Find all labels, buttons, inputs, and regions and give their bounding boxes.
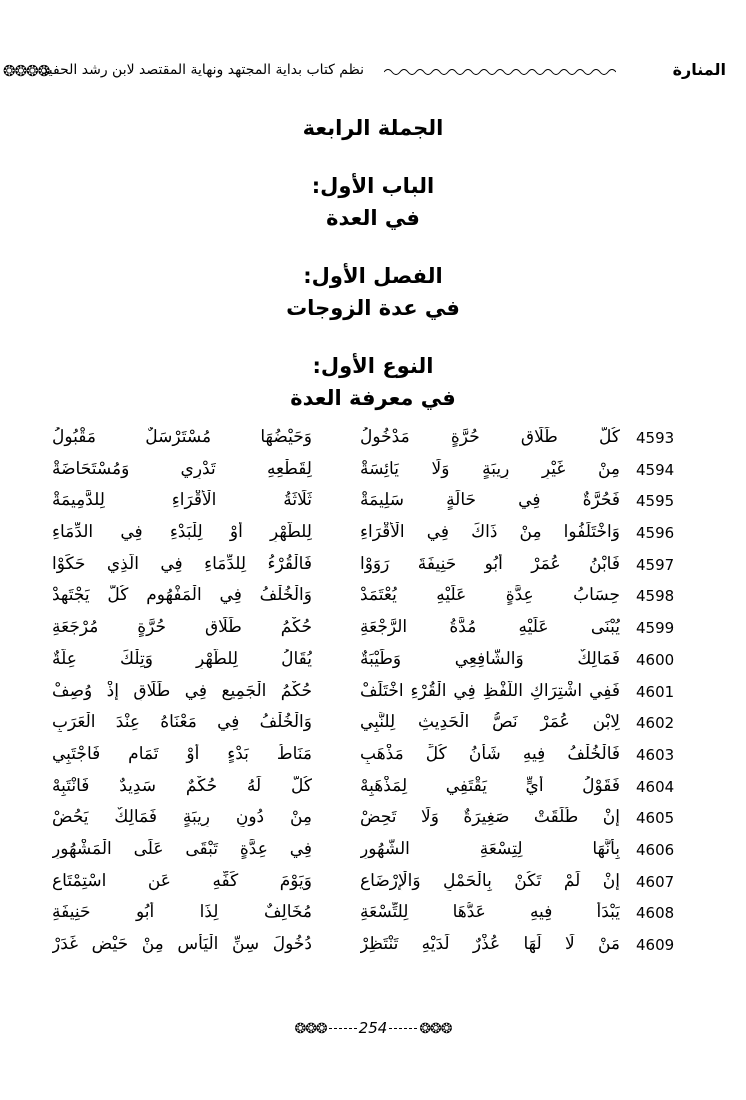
verse-row xyxy=(0,427,746,459)
chapter-label: الفصل الأول: xyxy=(303,264,443,288)
page-footer xyxy=(0,1018,746,1037)
verse-first-hemistich: يُبْنَى عَلَيْهِ مُدَّةُ الرَّجْعَةِ xyxy=(360,617,620,638)
verse-second-hemistich: وَالْخُلْفُ فِي مَعْنَاهُ عِنْدَ الْعَرَبِ xyxy=(52,712,312,733)
verse-first-hemistich: فَقَوْلُ أَيٍّ يَقْتَفِي لِمَذْهَبِهْ xyxy=(360,775,620,796)
verse-first-hemistich: مَنْ لَا لَهَا عُذْرٌ لَدَيْهِ تَنْتَظِرْ xyxy=(360,934,620,954)
verse-first-hemistich: بِأَنَّهَا لِتِسْعَةِ الشُّهُورِ xyxy=(360,838,620,859)
verse-row xyxy=(0,617,746,649)
verse-row xyxy=(0,776,746,808)
verse-number: 4602 xyxy=(636,714,675,733)
verse-row xyxy=(0,522,746,554)
verse-row xyxy=(0,807,746,839)
footer-ornament-right: ❂❂❂ xyxy=(419,1021,452,1037)
verse-second-hemistich: لِلطُّهْرِ أَوْ لِلْبَدْءِ فِي الدِّمَاءِ xyxy=(52,522,312,543)
footer-dash xyxy=(389,1028,417,1029)
verse-first-hemistich: يَبْدَأُ فِيهِ عَدُّهَا لِلتِّسْعَةِ xyxy=(360,902,620,923)
verse-row xyxy=(0,681,746,713)
chapter-title: في عدة الزوجات xyxy=(286,296,460,320)
wavy-divider xyxy=(384,64,616,80)
verse-number: 4594 xyxy=(636,460,675,479)
header-book-title: نظم كتاب بداية المجتهد ونهاية المقتصد لابن رشد الحفيد xyxy=(41,62,364,78)
verse-second-hemistich: ثَلَاثَةُ الْأَقْرَاءِ لِلدَّمِيمَةْ xyxy=(52,490,312,511)
verse-number: 4606 xyxy=(636,840,675,859)
verse-first-hemistich: فَالْخُلْفُ فِيهِ شَأْنُ كُلِّ مَذْهَبِ xyxy=(360,743,620,764)
verse-number: 4605 xyxy=(636,809,675,828)
verse-row xyxy=(0,839,746,871)
verse-number: 4595 xyxy=(636,492,675,511)
verse-first-hemistich: إِنْ لَمْ تَكُنْ بِالْحَمْلِ وَالْإِرْضَاعِ xyxy=(360,870,620,891)
verse-row xyxy=(0,490,746,522)
verse-first-hemistich: إِنْ طُلِّقَتْ صَغِيرَةٌ وَلَا تَحِضْ xyxy=(360,807,620,828)
verse-row xyxy=(0,871,746,903)
verse-first-hemistich: فَفِي اشْتِرَاكِ اللَّفْظِ فِي الْقُرْءِ اخْتَلَفْ xyxy=(360,680,620,701)
verse-second-hemistich: مِنْ دُونِ رِيبَةٍ فَمَالِكٌ يَحُضْ xyxy=(52,807,312,828)
verse-number: 4609 xyxy=(636,936,675,954)
header-ornament: ❂❂❂❂ xyxy=(3,62,50,80)
verse-first-hemistich: لِابْنِ عُمَرْ نَصُّ الْحَدِيثِ لِلنَّبِي xyxy=(360,712,620,733)
verse-second-hemistich: وَيَوْمَ كَفِّهِ عَنِ اسْتِمْتَاعِ xyxy=(52,870,312,891)
verse-second-hemistich: وَالْخُلْفُ فِي الْمَفْهُومِ كُلٌّ يَجْتَهِدْ xyxy=(52,585,312,606)
verse-number: 4607 xyxy=(636,872,675,891)
verse-row xyxy=(0,649,746,681)
verse-second-hemistich: حُكْمُ طَلَاقِ حُرَّةٍ مُرْجَعَةِ xyxy=(52,617,312,638)
verse-row xyxy=(0,744,746,776)
verse-first-hemistich: فَحُرَّةٌ فِي حَالَةٍ سَلِيمَةْ xyxy=(360,490,620,511)
verse-second-hemistich: مَنَاطُ بَدْءٍ أَوْ تَمَامٍ فَاجْتَبِي xyxy=(52,743,312,764)
verse-row xyxy=(0,934,746,966)
verse-second-hemistich: وَحَيْضُهَا مُسْتَرْسَلٌ مَقْبُولُ xyxy=(52,427,312,447)
book-label: الباب الأول: xyxy=(311,174,435,198)
verse-number: 4597 xyxy=(636,555,675,574)
verse-first-hemistich: حِسَابُ عِدَّةٍ عَلَيْهِ يُعْتَمَدْ xyxy=(360,585,620,606)
verse-second-hemistich: يُقَالُ لِلطُّهْرِ وَتِلْكَ عِلَّةٌ xyxy=(52,648,312,669)
verse-number: 4603 xyxy=(636,745,675,764)
verse-second-hemistich: دُخُولَ سِنِّ الْيَأْسِ مِنْ حَيْضٍ غَدَرْ xyxy=(52,934,312,954)
verse-number: 4608 xyxy=(636,904,675,923)
verse-second-hemistich: كُلٌّ لَهُ حُكْمٌ سَدِيدٌ فَانْتَبِهْ xyxy=(52,775,312,796)
verse-second-hemistich: مُخَالِفٌ لِذَا أَبُو حَنِيفَةِ xyxy=(52,902,312,923)
part-heading: الجملة الرابعة xyxy=(302,116,444,140)
verse-first-hemistich: مِنْ غَيْرِ رِيبَةٍ وَلَا يَائِسَةْ xyxy=(360,458,620,479)
verse-first-hemistich: فَمَالِكٌ وَالشَّافِعِي وَطَيْبَةٌ xyxy=(360,648,620,669)
footer-ornament-left: ❂❂❂ xyxy=(294,1021,327,1037)
section-headings xyxy=(0,112,746,414)
verse-number: 4593 xyxy=(636,429,675,447)
book-title: في العدة xyxy=(326,206,420,230)
verse-row xyxy=(0,554,746,586)
verse-second-hemistich: لِقَطْعِهِ تَدْرِي وَمُسْتَحَاضَةْ xyxy=(52,458,312,479)
verse-number: 4600 xyxy=(636,650,675,669)
verse-number: 4604 xyxy=(636,777,675,796)
verse-second-hemistich: فِي عِدَّةٍ تَبْقَى عَلَى الْمَشْهُورِ xyxy=(52,838,312,859)
verse-row xyxy=(0,712,746,744)
verse-first-hemistich: كُلُّ طَلَاقِ حُرَّةٍ مَدْخُولُ xyxy=(360,427,620,447)
verse-number: 4601 xyxy=(636,682,675,701)
verse-number: 4598 xyxy=(636,587,675,606)
running-header xyxy=(0,58,746,88)
type-title: في معرفة العدة xyxy=(290,386,456,410)
verse-number: 4596 xyxy=(636,524,675,543)
verse-first-hemistich: وَاخْتَلَفُوا مِنْ ذَاكَ فِي الْأَقْرَاءِ xyxy=(360,522,620,543)
verse-second-hemistich: فَالْقُرْءُ لِلدِّمَاءِ فِي الَّذِي حَكَوْا xyxy=(52,553,312,574)
page-number: 254 xyxy=(358,1019,388,1037)
type-label: النوع الأول: xyxy=(312,354,434,378)
verse-row xyxy=(0,585,746,617)
footer-dash xyxy=(329,1028,357,1029)
verse-second-hemistich: حُكْمُ الْجَمِيعِ فِي طَلَاقٍ إِذْ وُصِفْ xyxy=(52,680,312,701)
verse-number: 4599 xyxy=(636,619,675,638)
header-label: المنارة xyxy=(672,60,726,79)
verse-first-hemistich: فَابْنُ عُمَرْ أَبُو حَنِيفَةَ رَوَوْا xyxy=(360,553,620,574)
verse-row xyxy=(0,459,746,491)
verse-list xyxy=(0,427,746,966)
verse-row xyxy=(0,902,746,934)
